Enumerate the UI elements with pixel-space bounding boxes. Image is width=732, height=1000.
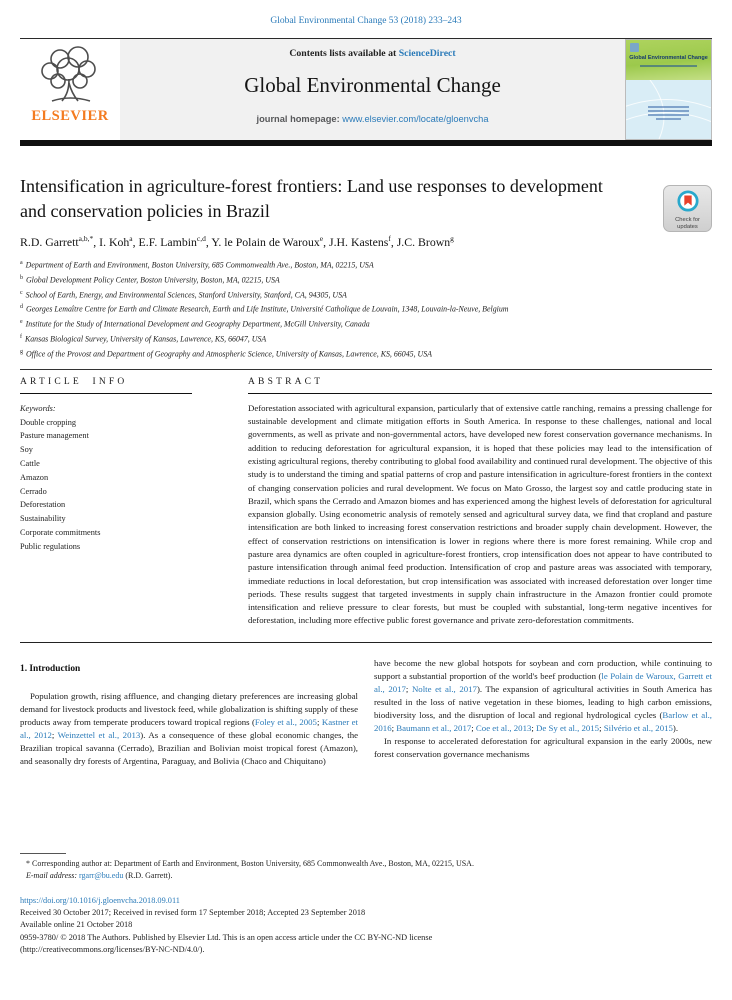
inline-link[interactable]: Foley et al., 2005	[254, 717, 317, 728]
cover-logo-icon	[630, 43, 639, 52]
inline-link[interactable]: Kastner et al., 2012	[20, 717, 358, 741]
cover-title: Global Environmental Change	[629, 55, 708, 61]
affiliation-item: $^a$ Department of Earth and Environment, Boston University, 685 Commonwealth Ave., Boston, MA, 02215, USA	[20, 259, 374, 270]
text-segment: journal homepage:	[256, 114, 343, 124]
keyword-item: Pasture management	[20, 431, 89, 441]
text-segment: ;	[599, 723, 604, 734]
received-line: Received 30 October 2017; Received in revised form 17 September 2018; Accepted 23 September 2018	[20, 908, 366, 917]
keyword-item: Cattle	[20, 458, 40, 468]
intro-paragraph-right-2	[374, 735, 712, 761]
author: Y. le Polain de Waroux$^e$	[211, 234, 324, 249]
text-segment: have become the new global hotspots for soybean and corn production, while continuing to support a substantial proportion of the world's beef production (	[374, 657, 712, 681]
affiliations-divider	[20, 369, 712, 370]
elsevier-tree-icon	[38, 45, 102, 107]
article-title: Intensification in agriculture-forest frontiers: Land use responses to development and conservation policies in Brazil	[20, 176, 603, 221]
journal-citation-link[interactable]: Global Environmental Change 53 (2018) 233–243	[270, 16, 462, 26]
cover-subtitle-bar	[640, 65, 697, 67]
abstract-bottom-divider	[20, 642, 712, 643]
journal-title: Global Environmental Change	[244, 73, 501, 97]
abstract-column	[248, 377, 712, 628]
available-online-line: Available online 21 October 2018	[20, 920, 133, 930]
text-segment: ;	[531, 723, 537, 734]
inline-link[interactable]: De Sy et al., 2015	[536, 723, 600, 734]
text-segment: Contents lists available at	[289, 48, 399, 59]
keyword-item: Amazon	[20, 472, 49, 482]
author: J.C. Brown$^g$	[396, 234, 454, 249]
email-line	[20, 870, 712, 882]
header-black-bar	[20, 140, 712, 146]
affiliation-item: $^g$ Office of the Provost and Department of Geography and Atmospheric Science, University of Kansas, Lawrence, KS, 66045, USA	[20, 348, 432, 359]
affiliation-item: $^b$ Global Development Policy Center, Boston University, Boston, MA, 02215, USA	[20, 274, 280, 285]
corresponding-author-note: * Corresponding author at: Department of Earth and Environment, Boston University, 685 Commonwealth Ave., Boston, MA, 02215, USA.	[26, 859, 474, 868]
keywords-label: Keywords:	[20, 403, 56, 413]
text-segment: Population growth, rising affluence, and changing dietary preferences are increasing global demand for livestock products and livestock feed, while globalization is shifting supply of these products away from temperate producers toward tropical regions (	[20, 690, 358, 728]
affiliation-item: $^d$ Georges Lemaître Centre for Earth and Climate Research, Earth and Life Institute, Université Catholique de Louvain, 1348, Louvain-la-Neuve, Belgium	[20, 304, 509, 315]
cover-footer-text-bars	[648, 106, 689, 120]
inline-link[interactable]: Silvério et al., 2015	[603, 723, 673, 734]
journal-header-box	[120, 39, 625, 140]
affiliation-item: $^c$ School of Earth, Energy, and Environmental Sciences, Stanford University, Stanford, CA, 94305, USA	[20, 289, 347, 300]
text-segment: ).	[672, 723, 679, 734]
abstract-underline	[248, 393, 712, 394]
body-left-column	[20, 657, 358, 769]
intro-paragraph-left	[20, 690, 358, 769]
body-right-column	[374, 657, 712, 769]
text-segment: ;	[391, 723, 397, 734]
inline-link[interactable]: Weinzettel et al., 2013	[57, 730, 141, 741]
keywords-block	[20, 402, 238, 554]
inline-link[interactable]: Baumann et al., 2017	[396, 723, 472, 734]
doi-link[interactable]: https://doi.org/10.1016/j.gloenvcha.2018.09.011	[20, 895, 180, 905]
author: J.H. Kastens$^f$	[329, 234, 391, 249]
publication-info	[20, 895, 712, 957]
abstract-text: Deforestation associated with agricultural expansion, particularly that of extensive cattle ranching, remains a pressing challenge for sustainable development and climate mitigation efforts in South America. In response to these challenges, national and local governments, as well as private and non-governmental actors, have developed new forest conservation governance mechanisms. In addition to reducing deforestation for agricultural expansion, it is hoped that these policies may lead to the intensification of existing agricultural regions, thereby contributing to global food availability and continued rural development. The objective of this study is to understand the timing and spatial patterns of crop and pasture intensification in agriculture-forest frontiers in the context of changing conservation policies and rural development. We focus on Mato Grosso, the largest soy and cattle producing state in Brazil, which spans the Cerrado and Amazon biomes and has experienced among the highest levels of deforestation for agricultural expansion globally. Using econometric analysis of remotely sensed and agricultural survey data, we find that cropland and pasture intensification are both linked to increasing forest conservation restrictions and broader supply chain development. However, the effect of conservation restrictions on intensification is lower in regions where there is more forest remaining. While crop and pasture area dynamics are often coupled in agriculture-forest frontiers, crop intensification does not appear to have contributed to pasture intensification through animal feed production. Intensification of crop and pasture areas was associated with temporary, immediate reductions in local deforestation, but crop intensification was associated with increased deforestation over longer time periods. These results suggest that targeted investments in supply chain infrastructure in the Amazon frontier could promote intensification and relieve pressure to clear forests, but must be coupled with substantial, long-term negative incentives for deforestation, including more effective public forest governance and private zero-deforestation commitments.	[248, 402, 712, 626]
affiliations-list	[20, 257, 712, 361]
text-segment: ;	[316, 717, 322, 728]
authors-line: R.D. Garrett$^{a,b,*}$, I. Koh$^a$, E.F. Lambin$^{c,d}$, Y. le Polain de Waroux$^e$, J.H. Kastens$^f$, J.C. Brown$^g$	[20, 234, 454, 249]
keyword-item: Sustainability	[20, 514, 66, 524]
intro-paragraph-right-1	[374, 657, 712, 736]
article-info-heading: ARTICLE INFO	[20, 376, 128, 387]
body-columns	[20, 657, 712, 769]
contents-lists-line	[120, 48, 625, 59]
license-line: (http://creativecommons.org/licenses/BY-NC-ND/4.0/).	[20, 945, 205, 955]
text-segment: In response to accelerated deforestation for agricultural expansion in the early 2000s, new forest conservation governance mechanisms	[374, 736, 712, 760]
footnote-divider	[20, 853, 66, 854]
keyword-item: Soy	[20, 445, 33, 455]
text-segment: ;	[471, 723, 476, 734]
elsevier-logo[interactable]	[20, 39, 120, 140]
copyright-line: 0959-3780/ © 2018 The Authors. Published by Elsevier Ltd. This is an open access article under the CC BY-NC-ND license	[20, 932, 433, 942]
author: E.F. Lambin$^{c,d}$	[138, 234, 206, 249]
info-abstract-section	[20, 377, 712, 628]
text-segment: ;	[405, 683, 412, 694]
intro-section-heading: 1. Introduction	[20, 663, 81, 674]
text-segment: ). The expansion of agricultural activities in South America has resulted in the loss of native vegetation in these biomes, leading to high carbon emissions, biodiversity loss, and the disruption of local and regional hydrological cycles (	[374, 683, 712, 721]
inline-link[interactable]: www.elsevier.com/locate/gloenvcha	[342, 114, 489, 124]
author: R.D. Garrett$^{a,b,*}$	[20, 234, 94, 249]
inline-link[interactable]: le Polain de Waroux, Garrett et al., 2017	[374, 670, 712, 694]
keyword-item: Deforestation	[20, 500, 66, 510]
text-segment: ;	[51, 730, 58, 741]
inline-link[interactable]: Nolte et al., 2017	[411, 683, 477, 694]
page-footer	[20, 853, 712, 957]
journal-header-band	[20, 39, 712, 140]
check-for-updates-badge[interactable]	[663, 185, 712, 232]
journal-homepage-line	[120, 114, 625, 124]
text-segment: ). As a consequence of these global economic changes, the Brazilian tropical savanna (Cerrado), Brazilian and Bolivian moist tropical forest (Amazon), and seasonally dry forests of Argentina, Paraguay, and Bolivia (Chaco and Chiquitano)	[20, 730, 359, 767]
journal-cover-thumbnail[interactable]	[625, 39, 712, 140]
keyword-item: Cerrado	[20, 486, 47, 496]
author: I. Koh$^a$	[99, 234, 133, 249]
article-info-column	[20, 377, 238, 628]
keyword-item: Double cropping	[20, 417, 76, 427]
keyword-item: Corporate commitments	[20, 527, 101, 537]
keyword-item: Public regulations	[20, 541, 81, 551]
check-for-updates-label: Check for updates	[675, 217, 700, 230]
inline-link[interactable]: Barlow et al., 2016	[374, 710, 712, 734]
inline-link[interactable]: ScienceDirect	[398, 48, 456, 59]
text-segment: E-mail address:	[26, 870, 80, 880]
affiliation-item: $^e$ Institute for the Study of International Development and Geography Department, McGill University, Canada	[20, 319, 370, 329]
abstract-heading: ABSTRACT	[248, 376, 324, 387]
inline-link[interactable]: rgarr@bu.edu	[79, 870, 124, 880]
article-info-underline	[20, 393, 192, 394]
elsevier-wordmark: ELSEVIER	[31, 108, 109, 124]
text-segment: (R.D. Garrett).	[123, 870, 173, 880]
check-for-updates-icon	[677, 190, 699, 212]
keywords-list	[20, 416, 238, 554]
inline-link[interactable]: Coe et al., 2013	[475, 723, 532, 734]
affiliation-item: $^f$ Kansas Biological Survey, University of Kansas, Lawrence, KS, 66047, USA	[20, 334, 267, 344]
